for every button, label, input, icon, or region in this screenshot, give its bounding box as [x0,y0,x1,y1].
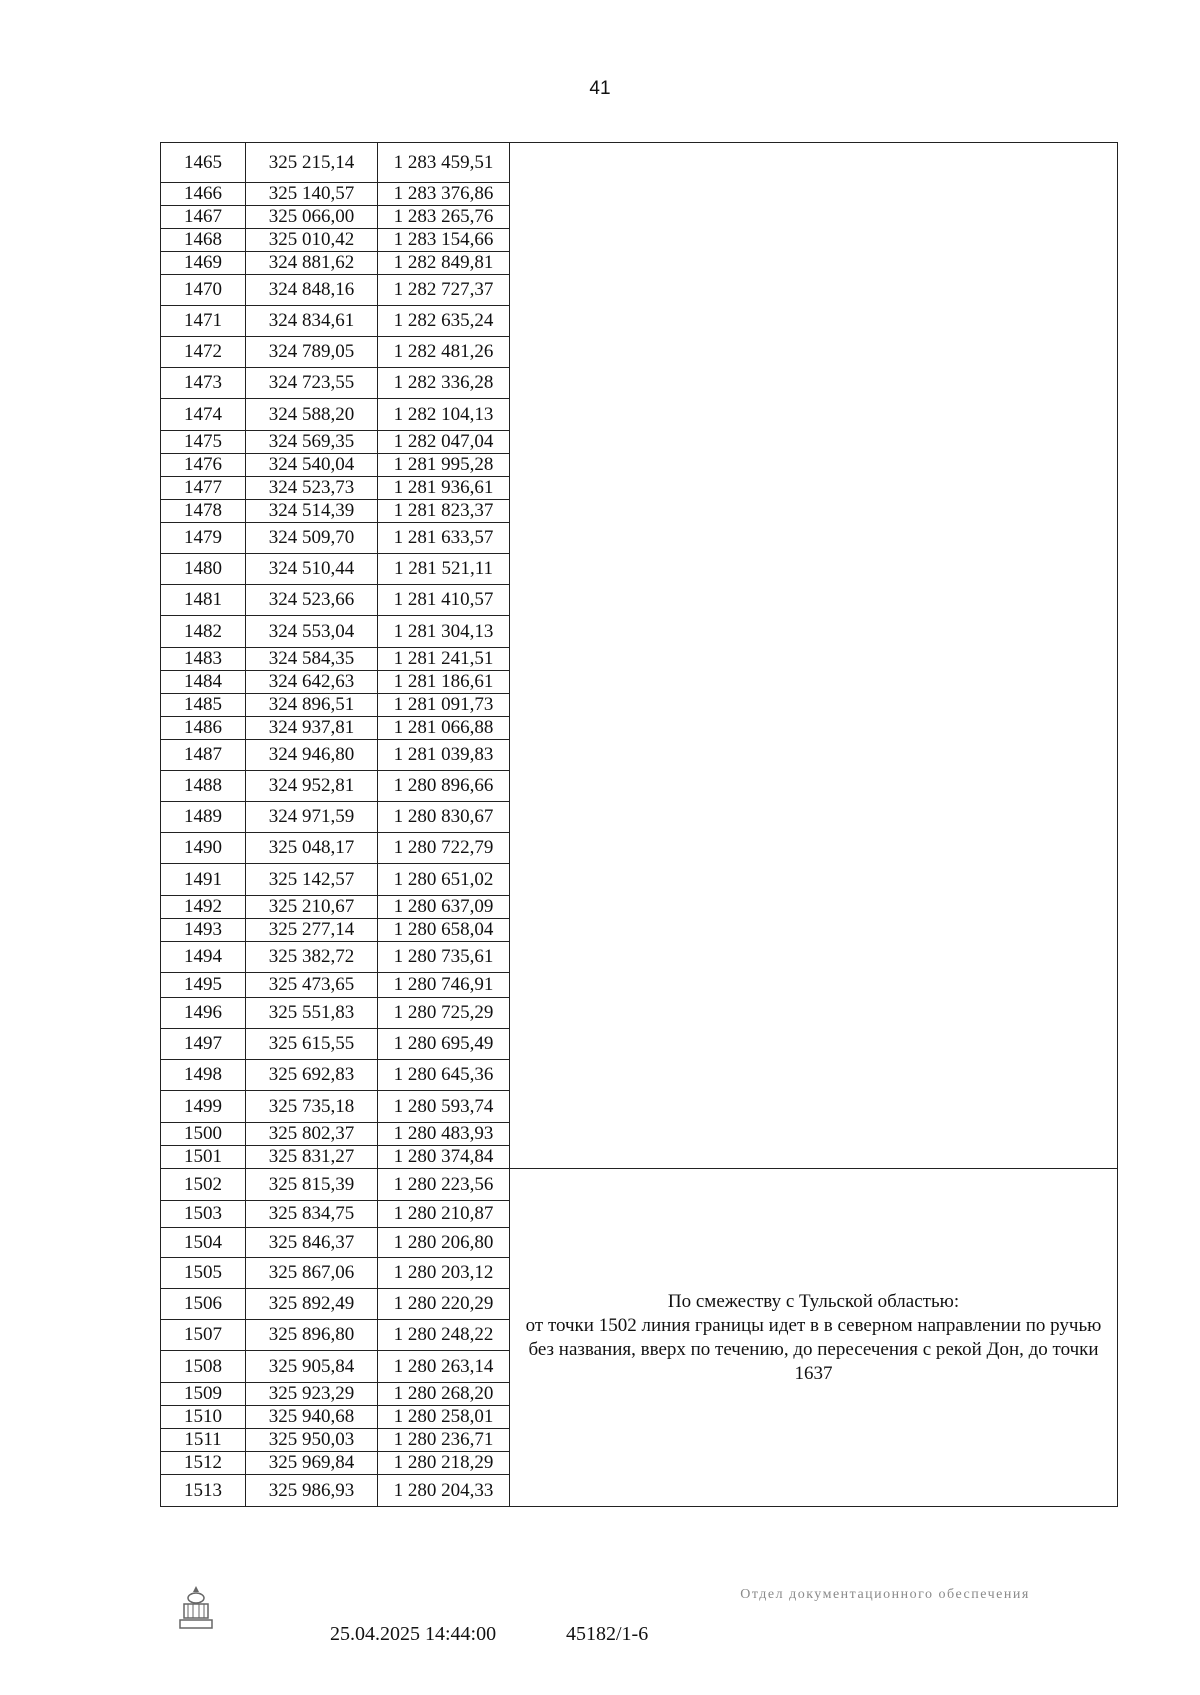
point-number-cell: 1501 [161,1146,246,1169]
point-number-cell: 1503 [161,1201,246,1228]
y-coordinate-cell: 1 281 410,57 [378,585,510,616]
y-coordinate-cell: 1 282 047,04 [378,431,510,454]
x-coordinate-cell: 325 140,57 [246,183,378,206]
y-coordinate-cell: 1 280 830,67 [378,802,510,833]
point-number-cell: 1506 [161,1289,246,1320]
point-number-cell: 1480 [161,554,246,585]
point-number-cell: 1505 [161,1258,246,1289]
point-number-cell: 1482 [161,616,246,648]
y-coordinate-cell: 1 281 521,11 [378,554,510,585]
x-coordinate-cell: 325 892,49 [246,1289,378,1320]
point-number-cell: 1509 [161,1383,246,1406]
point-number-cell: 1512 [161,1452,246,1475]
point-number-cell: 1513 [161,1475,246,1507]
x-coordinate-cell: 325 473,65 [246,973,378,998]
point-number-cell: 1497 [161,1029,246,1060]
point-number-cell: 1479 [161,523,246,554]
point-number-cell: 1492 [161,896,246,919]
x-coordinate-cell: 325 940,68 [246,1406,378,1429]
point-number-cell: 1491 [161,864,246,896]
point-number-cell: 1478 [161,500,246,523]
description-heading: По смежеству с Тульской областью: [667,1290,960,1312]
x-coordinate-cell: 324 584,35 [246,648,378,671]
point-number-cell: 1484 [161,671,246,694]
y-coordinate-cell: 1 280 483,93 [378,1123,510,1146]
y-coordinate-cell: 1 282 635,24 [378,306,510,337]
y-coordinate-cell: 1 280 658,04 [378,919,510,942]
y-coordinate-cell: 1 282 727,37 [378,275,510,306]
y-coordinate-cell: 1 282 336,28 [378,368,510,399]
y-coordinate-cell: 1 281 633,57 [378,523,510,554]
x-coordinate-cell: 325 551,83 [246,998,378,1029]
point-number-cell: 1470 [161,275,246,306]
y-coordinate-cell: 1 280 722,79 [378,833,510,864]
y-coordinate-cell: 1 280 203,12 [378,1258,510,1289]
x-coordinate-cell: 325 048,17 [246,833,378,864]
point-number-cell: 1510 [161,1406,246,1429]
point-number-cell: 1487 [161,740,246,771]
point-number-cell: 1494 [161,942,246,973]
emblem-logo-icon [176,1584,216,1632]
x-coordinate-cell: 324 946,80 [246,740,378,771]
y-coordinate-cell: 1 281 995,28 [378,454,510,477]
footer-department-stamp: Отдел документационного обеспечения [740,1587,1030,1602]
point-number-cell: 1493 [161,919,246,942]
point-number-cell: 1473 [161,368,246,399]
y-coordinate-cell: 1 280 695,49 [378,1029,510,1060]
x-coordinate-cell: 324 569,35 [246,431,378,454]
x-coordinate-cell: 325 802,37 [246,1123,378,1146]
x-coordinate-cell: 325 066,00 [246,206,378,229]
x-coordinate-cell: 325 846,37 [246,1228,378,1258]
x-coordinate-cell: 324 642,63 [246,671,378,694]
point-number-cell: 1499 [161,1091,246,1123]
y-coordinate-cell: 1 280 746,91 [378,973,510,998]
y-coordinate-cell: 1 280 204,33 [378,1475,510,1507]
y-coordinate-cell: 1 280 223,56 [378,1169,510,1201]
x-coordinate-cell: 325 215,14 [246,143,378,183]
y-coordinate-cell: 1 280 651,02 [378,864,510,896]
x-coordinate-cell: 324 971,59 [246,802,378,833]
x-coordinate-cell: 325 834,75 [246,1201,378,1228]
x-coordinate-cell: 324 588,20 [246,399,378,431]
y-coordinate-cell: 1 280 268,20 [378,1383,510,1406]
y-coordinate-cell: 1 280 206,80 [378,1228,510,1258]
x-coordinate-cell: 325 969,84 [246,1452,378,1475]
x-coordinate-cell: 325 277,14 [246,919,378,942]
y-coordinate-cell: 1 282 481,26 [378,337,510,368]
y-coordinate-cell: 1 281 091,73 [378,694,510,717]
description-text: от точки 1502 линия границы идет в в северном направлении по ручью без названия, вверх по течению, до пересечения с рекой Дон, до точки 1637 [525,1314,1102,1384]
x-coordinate-cell: 324 509,70 [246,523,378,554]
y-coordinate-cell: 1 283 265,76 [378,206,510,229]
y-coordinate-cell: 1 281 241,51 [378,648,510,671]
x-coordinate-cell: 325 210,67 [246,896,378,919]
point-number-cell: 1489 [161,802,246,833]
point-number-cell: 1488 [161,771,246,802]
point-number-cell: 1511 [161,1429,246,1452]
x-coordinate-cell: 325 831,27 [246,1146,378,1169]
point-number-cell: 1471 [161,306,246,337]
point-number-cell: 1502 [161,1169,246,1201]
point-number-cell: 1475 [161,431,246,454]
x-coordinate-cell: 324 834,61 [246,306,378,337]
y-coordinate-cell: 1 280 637,09 [378,896,510,919]
x-coordinate-cell: 325 010,42 [246,229,378,252]
point-number-cell: 1474 [161,399,246,431]
x-coordinate-cell: 324 881,62 [246,252,378,275]
point-number-cell: 1483 [161,648,246,671]
y-coordinate-cell: 1 281 304,13 [378,616,510,648]
x-coordinate-cell: 325 815,39 [246,1169,378,1201]
point-number-cell: 1485 [161,694,246,717]
y-coordinate-cell: 1 280 248,22 [378,1320,510,1351]
point-number-cell: 1466 [161,183,246,206]
y-coordinate-cell: 1 280 258,01 [378,1406,510,1429]
point-number-cell: 1467 [161,206,246,229]
y-coordinate-cell: 1 280 220,29 [378,1289,510,1320]
x-coordinate-cell: 324 514,39 [246,500,378,523]
y-coordinate-cell: 1 283 459,51 [378,143,510,183]
point-number-cell: 1498 [161,1060,246,1091]
point-number-cell: 1476 [161,454,246,477]
point-number-cell: 1500 [161,1123,246,1146]
point-number-cell: 1486 [161,717,246,740]
table-row [161,143,1118,183]
y-coordinate-cell: 1 280 210,87 [378,1201,510,1228]
x-coordinate-cell: 324 540,04 [246,454,378,477]
x-coordinate-cell: 325 615,55 [246,1029,378,1060]
point-number-cell: 1477 [161,477,246,500]
point-number-cell: 1469 [161,252,246,275]
y-coordinate-cell: 1 283 154,66 [378,229,510,252]
x-coordinate-cell: 324 896,51 [246,694,378,717]
x-coordinate-cell: 325 735,18 [246,1091,378,1123]
y-coordinate-cell: 1 282 849,81 [378,252,510,275]
point-number-cell: 1465 [161,143,246,183]
coordinates-table-body [161,143,1118,1507]
y-coordinate-cell: 1 280 896,66 [378,771,510,802]
x-coordinate-cell: 324 553,04 [246,616,378,648]
x-coordinate-cell: 325 382,72 [246,942,378,973]
x-coordinate-cell: 324 723,55 [246,368,378,399]
x-coordinate-cell: 324 937,81 [246,717,378,740]
x-coordinate-cell: 325 692,83 [246,1060,378,1091]
point-number-cell: 1496 [161,998,246,1029]
y-coordinate-cell: 1 280 263,14 [378,1351,510,1383]
y-coordinate-cell: 1 280 374,84 [378,1146,510,1169]
point-number-cell: 1468 [161,229,246,252]
description-cell-empty [510,143,1118,1169]
y-coordinate-cell: 1 280 236,71 [378,1429,510,1452]
y-coordinate-cell: 1 280 645,36 [378,1060,510,1091]
y-coordinate-cell: 1 281 186,61 [378,671,510,694]
point-number-cell: 1504 [161,1228,246,1258]
page-number: 41 [589,78,611,99]
y-coordinate-cell: 1 281 066,88 [378,717,510,740]
x-coordinate-cell: 324 952,81 [246,771,378,802]
coordinates-table [160,142,1118,1507]
x-coordinate-cell: 324 789,05 [246,337,378,368]
point-number-cell: 1481 [161,585,246,616]
y-coordinate-cell: 1 281 039,83 [378,740,510,771]
y-coordinate-cell: 1 280 593,74 [378,1091,510,1123]
x-coordinate-cell: 324 848,16 [246,275,378,306]
x-coordinate-cell: 325 867,06 [246,1258,378,1289]
x-coordinate-cell: 325 986,93 [246,1475,378,1507]
point-number-cell: 1508 [161,1351,246,1383]
x-coordinate-cell: 324 523,73 [246,477,378,500]
y-coordinate-cell: 1 283 376,86 [378,183,510,206]
description-cell [510,1169,1118,1507]
x-coordinate-cell: 324 523,66 [246,585,378,616]
y-coordinate-cell: 1 280 218,29 [378,1452,510,1475]
point-number-cell: 1495 [161,973,246,998]
table-row [161,1169,1118,1201]
y-coordinate-cell: 1 281 823,37 [378,500,510,523]
x-coordinate-cell: 325 142,57 [246,864,378,896]
y-coordinate-cell: 1 280 735,61 [378,942,510,973]
y-coordinate-cell: 1 280 725,29 [378,998,510,1029]
x-coordinate-cell: 325 923,29 [246,1383,378,1406]
x-coordinate-cell: 324 510,44 [246,554,378,585]
point-number-cell: 1472 [161,337,246,368]
y-coordinate-cell: 1 282 104,13 [378,399,510,431]
y-coordinate-cell: 1 281 936,61 [378,477,510,500]
x-coordinate-cell: 325 950,03 [246,1429,378,1452]
x-coordinate-cell: 325 896,80 [246,1320,378,1351]
footer-document-number: 45182/1-6 [566,1623,649,1645]
x-coordinate-cell: 325 905,84 [246,1351,378,1383]
footer-date: 25.04.2025 14:44:00 [330,1623,497,1645]
point-number-cell: 1507 [161,1320,246,1351]
point-number-cell: 1490 [161,833,246,864]
